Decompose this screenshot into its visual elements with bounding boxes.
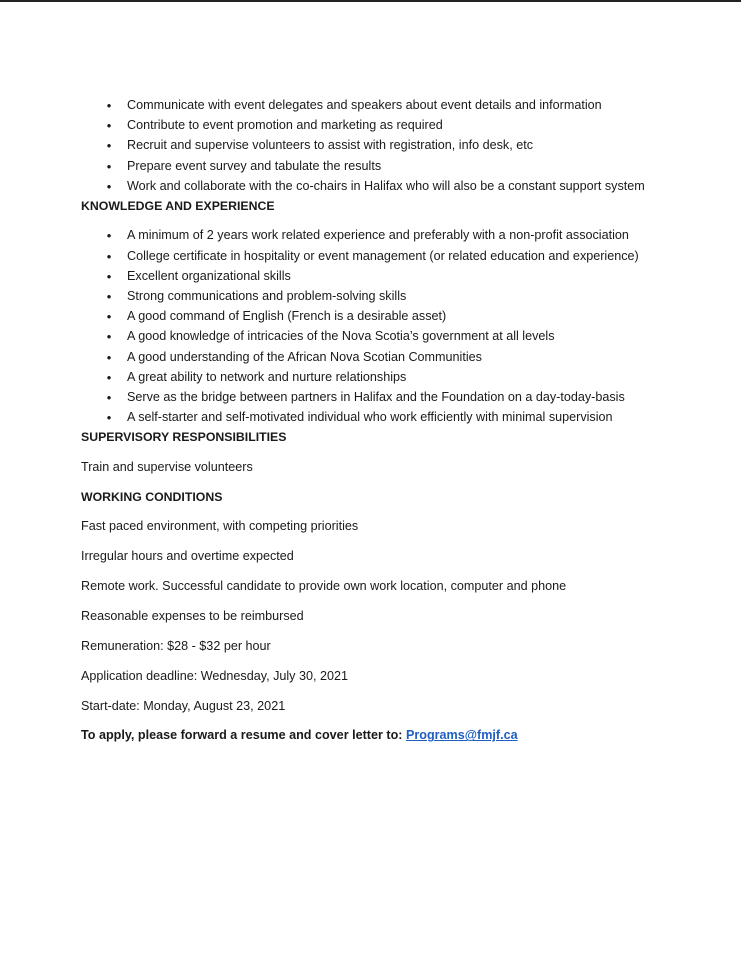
bullet-icon: • — [106, 268, 112, 284]
working-condition-line: Reasonable expenses to be reimbursed — [81, 608, 304, 623]
working-conditions-heading: WORKING CONDITIONS — [81, 489, 223, 504]
list-item: • A good understanding of the African Nova Scotian Communities — [81, 348, 681, 368]
duties-list — [81, 96, 681, 196]
list-item: • A minimum of 2 years work related experience and preferably with a non-profit association — [81, 226, 681, 246]
working-condition-line: Remote work. Successful candidate to provide own work location, computer and phone — [81, 578, 567, 593]
working-condition-line: Fast paced environment, with competing priorities — [81, 519, 359, 534]
start-date-line: Start-date: Monday, August 23, 2021 — [81, 698, 286, 713]
list-item: • Prepare event survey and tabulate the results — [81, 157, 681, 177]
list-item: • Work and collaborate with the co-chairs in Halifax who will also be a constant support system — [81, 177, 681, 197]
document-page — [81, 96, 681, 746]
bullet-icon: • — [106, 178, 112, 194]
bullet-icon: • — [106, 289, 112, 304]
list-item: • A great ability to network and nurture relationships — [81, 368, 681, 388]
bullet-icon: • — [106, 228, 112, 244]
apply-text: To apply, please forward a resume and cover letter to: — [81, 728, 406, 743]
bullet-icon: • — [106, 410, 112, 426]
knowledge-heading: KNOWLEDGE AND EXPERIENCE — [81, 198, 275, 213]
remuneration-line: Remuneration: $28 - $32 per hour — [81, 638, 271, 653]
list-item: • Contribute to event promotion and marketing as required — [81, 116, 681, 136]
list-item: • Strong communications and problem-solving skills — [81, 287, 681, 307]
bullet-icon: • — [106, 118, 112, 134]
list-item: • A good command of English (French is a desirable asset) — [81, 307, 681, 327]
bullet-icon: • — [106, 309, 112, 325]
bullet-icon: • — [106, 248, 112, 264]
apply-instructions — [81, 726, 681, 746]
list-item: • A good knowledge of intricacies of the Nova Scotia’s government at all levels — [81, 327, 681, 347]
list-item: • Recruit and supervise volunteers to assist with registration, info desk, etc — [81, 136, 681, 156]
list-item: • College certificate in hospitality or event management (or related education and experience) — [81, 247, 681, 267]
bullet-icon: • — [106, 389, 112, 405]
bullet-icon: • — [106, 369, 112, 385]
supervisory-text: Train and supervise volunteers — [81, 459, 253, 474]
apply-email-link[interactable]: Programs@fmjf.ca — [405, 728, 518, 743]
bullet-icon: • — [106, 329, 112, 345]
list-item: • Excellent organizational skills — [81, 267, 681, 287]
list-item: • Communicate with event delegates and speakers about event details and information — [81, 96, 681, 116]
list-item: • A self-starter and self-motivated individual who work efficiently with minimal supervision — [81, 408, 681, 428]
working-condition-line: Irregular hours and overtime expected — [81, 549, 294, 564]
knowledge-list — [81, 226, 681, 427]
bullet-icon: • — [106, 349, 112, 365]
top-border — [0, 0, 741, 2]
bullet-icon: • — [106, 158, 112, 174]
bullet-icon: • — [106, 138, 112, 154]
deadline-line: Application deadline: Wednesday, July 30, 2021 — [81, 668, 348, 683]
bullet-icon: • — [106, 98, 112, 113]
list-item: • Serve as the bridge between partners in Halifax and the Foundation on a day-today-basis — [81, 388, 681, 408]
supervisory-heading: SUPERVISORY RESPONSIBILITIES — [81, 430, 287, 445]
